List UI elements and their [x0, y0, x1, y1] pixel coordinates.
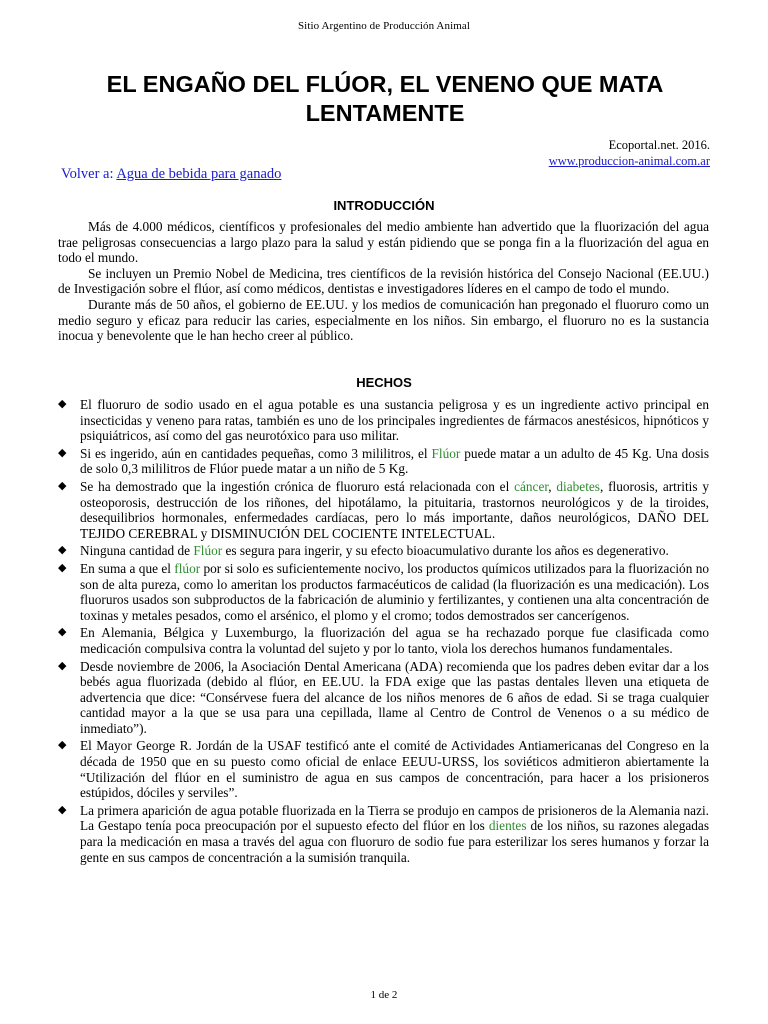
diamond-bullet-icon: ◆ — [58, 626, 67, 639]
fact-text: Desde noviembre de 2006, la Asociación Dental Americana (ADA) recomienda que los padres deben evitar dar a los bebés agua fluorizada (debido al flúor, en EE.UU. la FDA exige que las pastas dentales lleven una etiqueta de advertencia que dice: “Consérvese fuera del alcance de los niños menores de 6 años de edad. Si se traga cualquier cantidad mayor a la que se usa para una cepillada, llame al Centro de Control de Venenos o a su médico de inmediato”). — [80, 658, 709, 736]
fluor-link[interactable]: flúor — [174, 560, 201, 576]
fact-text: Si es ingerido, aún en cantidades pequeñas, como 3 mililitros, el — [80, 445, 432, 461]
diamond-bullet-icon: ◆ — [58, 479, 67, 492]
diamond-bullet-icon: ◆ — [58, 561, 67, 574]
fact-text: El Mayor George R. Jordán de la USAF testificó ante el comité de Actividades Antiamericanas del Congreso en la década de 1950 que en su puesto como oficial de enlace EEUU-URSS, los soviéticos admitieron abiertamente la “Utilización del flúor en el suministro de agua en sus campos de concentración, para hacer a los prisioneros estúpidos, dóciles y serviles”. — [80, 738, 709, 801]
facts-list — [58, 397, 709, 867]
intro-heading: INTRODUCCIÓN — [333, 198, 435, 213]
dientes-link[interactable]: dientes — [488, 818, 527, 834]
fact-text: por si solo es suficientemente nocivo, los productos químicos utilizados para la fluorización no son de alta pureza, como lo ameritan los productos farmacéuticos de calidad (la fluorización es una medicación). Los fluoruros usados son subproductos de la fabricación de aluminio y fertilizantes, y contienen una alta concentración de toxinas y metales pesados, como el arsénico, el plomo y el cromo; todos demostrados ser cancerígenos. — [80, 560, 710, 623]
page-indicator: 1 de 2 — [370, 989, 398, 1001]
fact-item — [58, 659, 709, 737]
back-prefix: Volver a: — [61, 166, 114, 182]
fact-text: En suma a que el — [80, 560, 175, 576]
facts-heading: HECHOS — [356, 375, 412, 390]
fluor-link[interactable]: Flúor — [193, 543, 223, 559]
fact-text: es segura para ingerir, y su efecto bioacumulativo durante los años es degenerativo. — [222, 543, 669, 559]
fact-text: Ninguna cantidad de — [80, 543, 194, 559]
diamond-bullet-icon: ◆ — [58, 446, 67, 459]
fact-item — [58, 561, 709, 623]
fluor-link[interactable]: Flúor — [431, 445, 461, 461]
intro-paragraph-2: Se incluyen un Premio Nobel de Medicina, tres científicos de la revisión histórica del Consejo Nacional (EE.UU.) de Investigación sobre el flúor, así como médicos, dentistas e investigadores líderes en el campo de todo el mundo. — [58, 265, 709, 297]
fact-text: , fluorosis, artritis y osteoporosis, destrucción de los riñones, del hipotálamo, la pituitaria, trastornos neurológicos y de la tiroides, desequilibrios hormonales, enfermedades cardíacas, pero lo más importante, daños neurológicos, — [80, 478, 709, 526]
back-link-line — [61, 166, 281, 183]
fact-item — [58, 543, 709, 559]
fact-text: En Alemania, Bélgica y Luxemburgo, la fluorización del agua se ha rechazado porque fue clasificada como medicación compulsiva contra la voluntad del sujeto y por lo tanto, viola los derechos humanos fundamentales. — [80, 625, 709, 656]
fact-item — [58, 738, 709, 800]
intro-section — [58, 219, 709, 344]
fact-item — [58, 397, 709, 444]
diamond-bullet-icon: ◆ — [58, 739, 67, 752]
source-url-link[interactable]: www.produccion-animal.com.ar — [548, 154, 710, 168]
fact-item — [58, 803, 709, 865]
fact-text: El fluoruro de sodio usado en el agua potable es una sustancia peligrosa y es un ingrediente activo principal en insecticidas y veneno para ratas, también es uno de los principales ingredientes de fármacos anestésicos, hipnóticos y psiquiátricos, así como del gas neurotóxico para uso militar. — [80, 397, 709, 444]
diamond-bullet-icon: ◆ — [58, 803, 67, 816]
document-title: EL ENGAÑO DEL FLÚOR, EL VENENO QUE MATA LENTAMENTE — [106, 71, 664, 126]
fact-separator: , — [548, 478, 557, 494]
fact-item — [58, 446, 709, 477]
fact-text: puede matar a un adulto de 45 Kg. Una dosis de solo 0,3 mililitros de Flúor puede matar a un niño de 5 Kg. — [80, 445, 709, 477]
back-link[interactable]: Agua de bebida para ganado — [116, 166, 282, 182]
intro-paragraph-3: Durante más de 50 años, el gobierno de EE.UU. y los medios de comunicación han pregonado el fluoruro como un medio seguro y eficaz para reducir las caries, especialmente en los niños. Sin embargo, el fluoruro no es la sustancia inocua y benevolente que le han hecho creer al público. — [58, 296, 709, 344]
fact-text: La primera aparición de agua potable fluorizada en la Tierra se produjo en campos de prisioneros de la Alemania nazi. La Gestapo tenía poca preocupación por el supuesto efecto del flúor en los — [80, 802, 709, 834]
diamond-bullet-icon: ◆ — [58, 398, 67, 410]
diamond-bullet-icon: ◆ — [58, 544, 67, 557]
source-citation: Ecoportal.net. 2016. — [608, 138, 710, 152]
diamond-bullet-icon: ◆ — [58, 659, 67, 672]
intro-paragraph-1: Más de 4.000 médicos, científicos y profesionales del medio ambiente han advertido que la fluorización del agua trae peligrosas consecuencias a largo plazo para la salud y están pidiendo que se ponga fin a la fluorización del agua en todo el mundo. — [58, 219, 709, 266]
running-header: Sitio Argentino de Producción Animal — [297, 20, 471, 32]
fact-item — [58, 625, 709, 656]
source-block — [549, 137, 710, 169]
fact-text: de los niños, su razones alegadas para la medicación en masa a través del agua con fluoruro de sodio fue para esterilizar los seres humanos y forzar la gente en sus campos de concentración a la sumisión tranquila. — [80, 818, 709, 865]
diabetes-link[interactable]: diabetes — [556, 478, 600, 494]
cancer-link[interactable]: cáncer — [514, 478, 549, 494]
fact-item — [58, 479, 709, 541]
fact-emphasis: DAÑO DEL TEJIDO CEREBRAL y DISMINUCIÓN DEL COCIENTE INTELECTUAL. — [80, 510, 709, 541]
fact-text: Se ha demostrado que la ingestión crónica de fluoruro está relacionada con el — [80, 478, 515, 494]
